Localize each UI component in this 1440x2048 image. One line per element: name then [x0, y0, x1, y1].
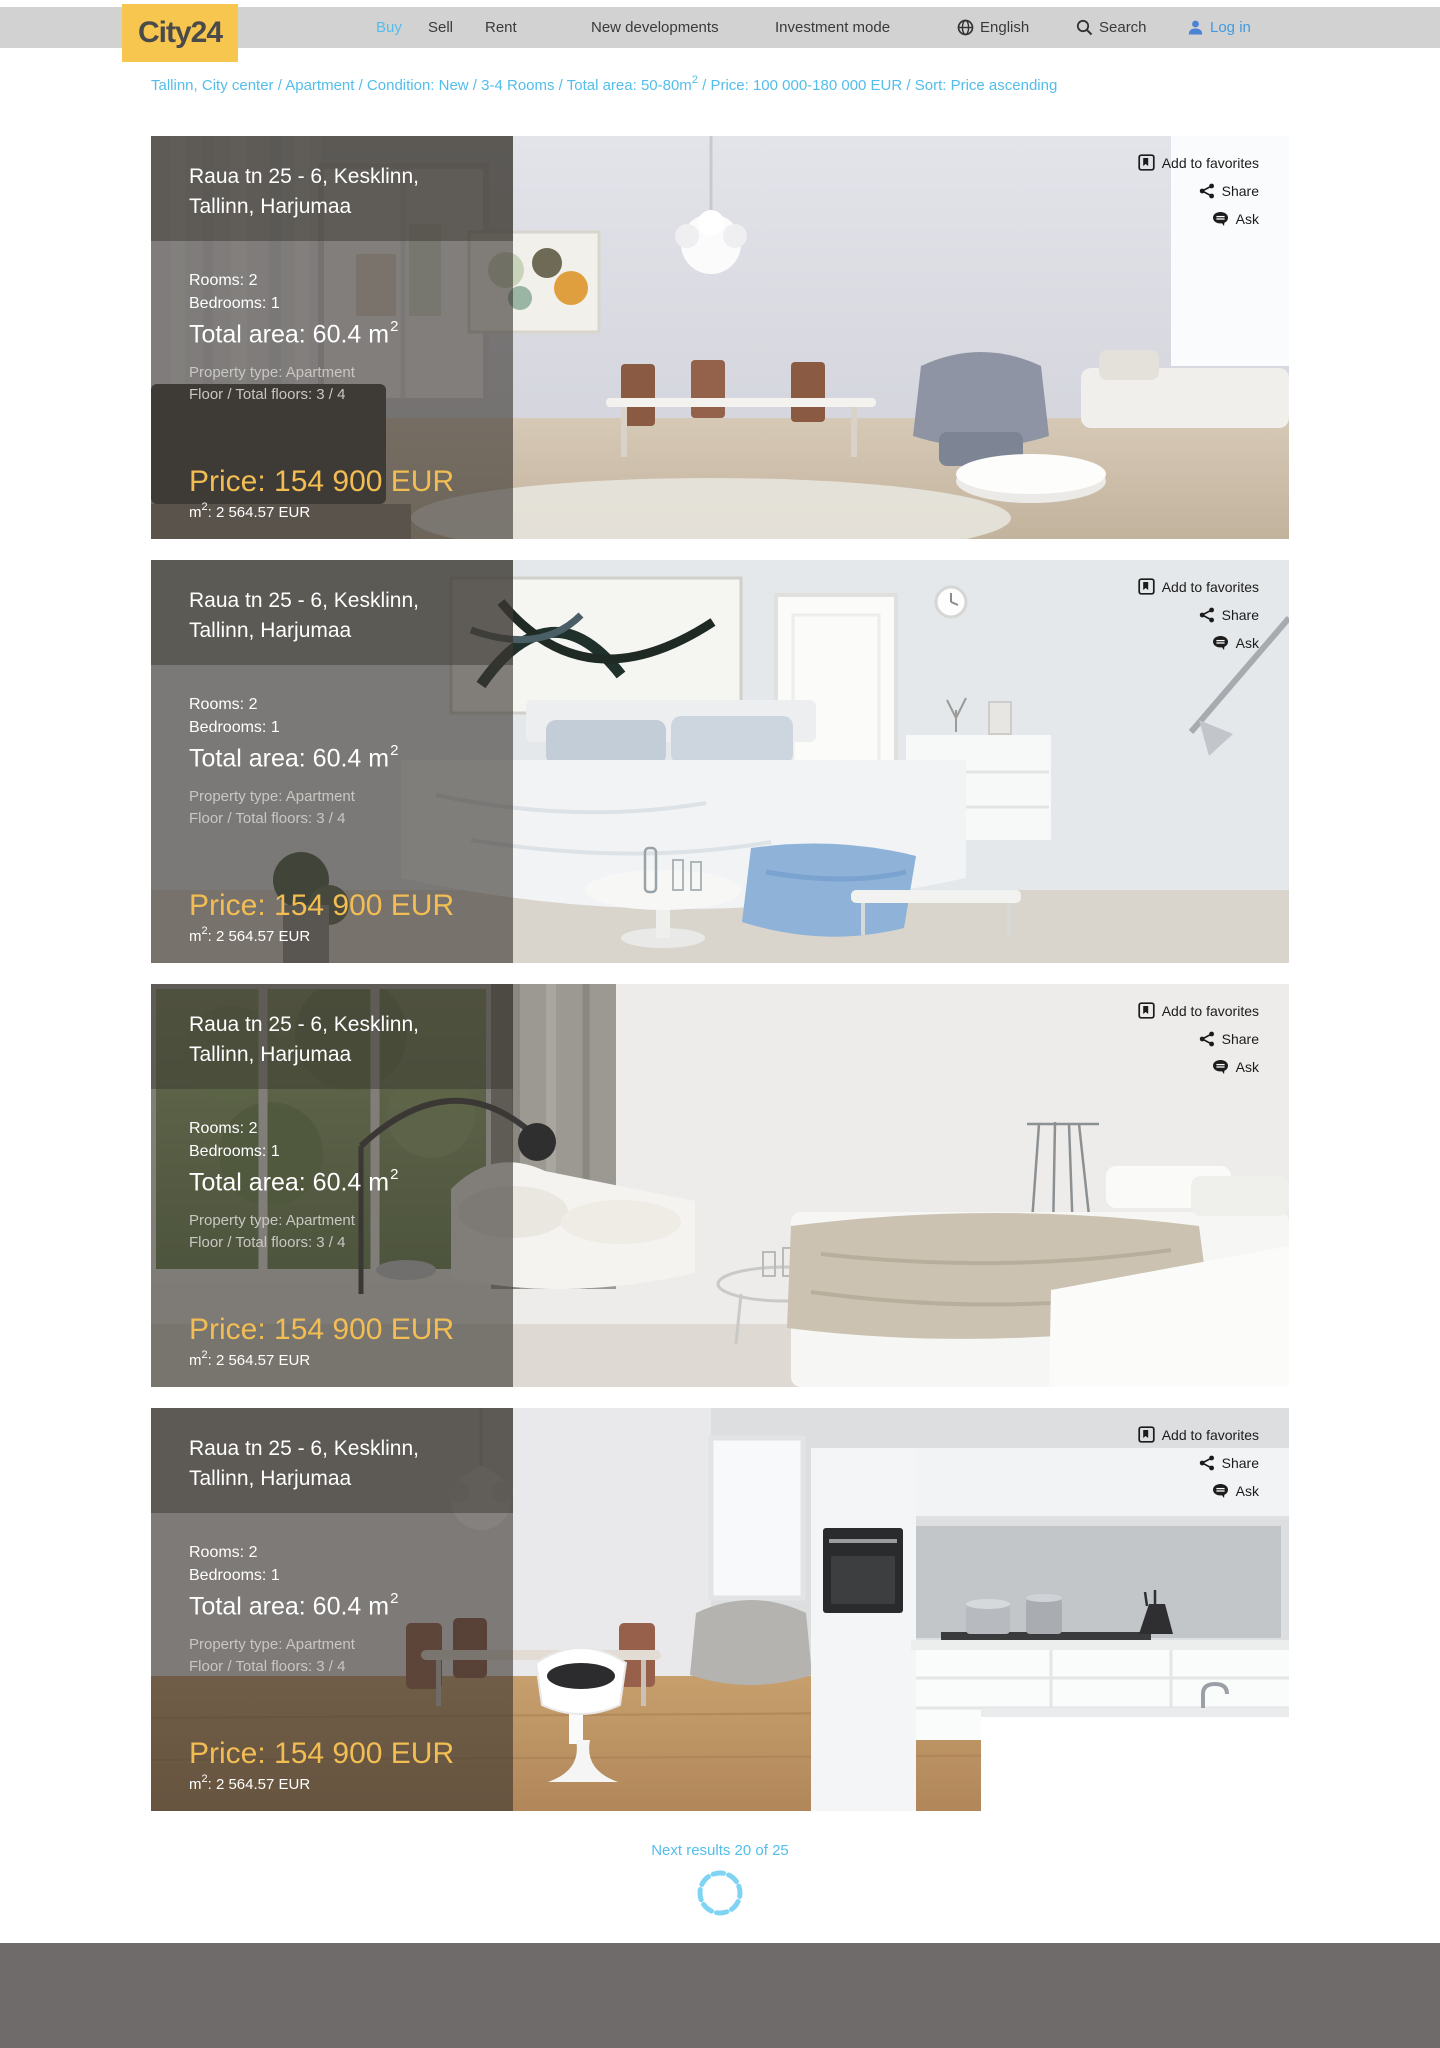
- listing-address: Raua tn 25 - 6, Kesklinn, Tallinn, Harjumaa: [151, 984, 513, 1089]
- share-button[interactable]: [1199, 1455, 1259, 1471]
- listing-results: [151, 136, 1289, 1811]
- listing-info-overlay: [151, 984, 513, 1387]
- listing-address: Raua tn 25 - 6, Kesklinn, Tallinn, Harjumaa: [151, 1408, 513, 1513]
- ask-button[interactable]: [1212, 1059, 1259, 1075]
- bedrooms-count: Bedrooms: 1: [189, 719, 280, 736]
- add-to-favorites-label: Add to favorites: [1161, 1426, 1259, 1443]
- price: Price: 154 900 EUR: [189, 889, 455, 922]
- share-label: Share: [1221, 607, 1259, 623]
- nav-item-buy[interactable]: Buy: [376, 19, 402, 36]
- language-label: English: [980, 19, 1030, 36]
- ask-label: Ask: [1235, 1483, 1259, 1499]
- listing-info-overlay: [151, 1408, 513, 1811]
- nav-item-rent[interactable]: Rent: [485, 19, 517, 36]
- share-nodes-icon: [1199, 183, 1215, 199]
- ask-label: Ask: [1235, 635, 1259, 651]
- listing-info-overlay: [151, 136, 513, 539]
- listing-actions: [1138, 578, 1259, 651]
- share-button[interactable]: [1199, 1031, 1259, 1047]
- listing-address: Raua tn 25 - 6, Kesklinn, Tallinn, Harjumaa: [151, 136, 513, 241]
- listing-actions: [1138, 154, 1259, 227]
- share-button[interactable]: [1199, 607, 1259, 623]
- property-type: Property type: Apartment: [189, 788, 355, 806]
- rooms-count: Rooms: 2: [189, 1120, 258, 1137]
- loading-spinner-icon: [696, 1869, 744, 1917]
- share-button[interactable]: [1199, 183, 1259, 199]
- price: Price: 154 900 EUR: [189, 465, 455, 498]
- speech-bubble-icon: [1212, 211, 1229, 227]
- ask-button[interactable]: [1212, 211, 1259, 227]
- ask-label: Ask: [1235, 1059, 1259, 1075]
- add-to-favorites-button[interactable]: [1138, 1426, 1259, 1443]
- price-per-sqm: $m^2$: 2 564.57 EUR: [189, 925, 311, 945]
- share-nodes-icon: [1199, 1455, 1215, 1471]
- globe-icon: [957, 19, 974, 36]
- floor-info: Floor / Total floors: 3 / 4: [189, 810, 346, 828]
- price-per-sqm: $m^2$: 2 564.57 EUR: [189, 501, 311, 521]
- property-type: Property type: Apartment: [189, 1212, 355, 1230]
- listing-card[interactable]: [151, 560, 1289, 963]
- property-type: Property type: Apartment: [189, 364, 355, 382]
- rooms-count: Rooms: 2: [189, 1544, 258, 1561]
- price: Price: 154 900 EUR: [189, 1313, 455, 1346]
- logo[interactable]: City24: [122, 4, 238, 62]
- add-to-favorites-label: Add to favorites: [1161, 154, 1259, 171]
- bookmark-square-icon: [1138, 154, 1155, 171]
- listing-card[interactable]: [151, 1408, 1289, 1811]
- language-selector[interactable]: [957, 7, 1029, 48]
- bookmark-square-icon: [1138, 1002, 1155, 1019]
- breadcrumb-filter-summary[interactable]: [151, 75, 1440, 94]
- bedrooms-count: Bedrooms: 1: [189, 1567, 280, 1584]
- nav-item-new-developments[interactable]: New developments: [591, 19, 719, 36]
- breadcrumb-text-2: / Price: 100 000-180 000 EUR / Sort: Price ascending: [697, 77, 1058, 94]
- add-to-favorites-label: Add to favorites: [1161, 578, 1259, 595]
- pagination-block: [0, 1842, 1440, 1917]
- magnifier-icon: [1076, 19, 1093, 36]
- rooms-count: Rooms: 2: [189, 272, 258, 289]
- share-label: Share: [1221, 1455, 1259, 1471]
- floor-info: Floor / Total floors: 3 / 4: [189, 1658, 346, 1676]
- total-area: Total area: 60.4 $m^2$: [189, 318, 399, 349]
- share-nodes-icon: [1199, 1031, 1215, 1047]
- navbar-background: [0, 7, 1440, 48]
- total-area: Total area: 60.4 $m^2$: [189, 742, 399, 773]
- total-area: Total area: 60.4 $m^2$: [189, 1166, 399, 1197]
- next-results-link[interactable]: Next results 20 of 25: [651, 1842, 789, 1859]
- person-icon: [1187, 19, 1204, 36]
- add-to-favorites-button[interactable]: [1138, 578, 1259, 595]
- bedrooms-count: Bedrooms: 1: [189, 1143, 280, 1160]
- floor-info: Floor / Total floors: 3 / 4: [189, 1234, 346, 1252]
- price: Price: 154 900 EUR: [189, 1737, 455, 1770]
- search-label: Search: [1099, 19, 1147, 36]
- speech-bubble-icon: [1212, 1483, 1229, 1499]
- bedrooms-count: Bedrooms: 1: [189, 295, 280, 312]
- listing-card[interactable]: [151, 984, 1289, 1387]
- listing-card[interactable]: [151, 136, 1289, 539]
- add-to-favorites-button[interactable]: [1138, 154, 1259, 171]
- share-label: Share: [1221, 183, 1259, 199]
- breadcrumb-sup: 2: [691, 74, 698, 86]
- total-area: Total area: 60.4 $m^2$: [189, 1590, 399, 1621]
- price-per-sqm: $m^2$: 2 564.57 EUR: [189, 1773, 311, 1793]
- bookmark-square-icon: [1138, 578, 1155, 595]
- share-label: Share: [1221, 1031, 1259, 1047]
- add-to-favorites-button[interactable]: [1138, 1002, 1259, 1019]
- search-control[interactable]: [1076, 7, 1147, 48]
- ask-label: Ask: [1235, 211, 1259, 227]
- listing-actions: [1138, 1426, 1259, 1499]
- login-control[interactable]: [1187, 7, 1251, 48]
- speech-bubble-icon: [1212, 1059, 1229, 1075]
- breadcrumb-text: Tallinn, City center / Apartment / Condition: New / 3-4 Rooms / Total area: 50-80m: [151, 77, 692, 94]
- floor-info: Floor / Total floors: 3 / 4: [189, 386, 346, 404]
- price-per-sqm: $m^2$: 2 564.57 EUR: [189, 1349, 311, 1369]
- listing-info-overlay: [151, 560, 513, 963]
- share-nodes-icon: [1199, 607, 1215, 623]
- property-type: Property type: Apartment: [189, 1636, 355, 1654]
- ask-button[interactable]: [1212, 635, 1259, 651]
- listing-address: Raua tn 25 - 6, Kesklinn, Tallinn, Harjumaa: [151, 560, 513, 665]
- nav-item-investment-mode[interactable]: Investment mode: [775, 19, 891, 36]
- speech-bubble-icon: [1212, 635, 1229, 651]
- ask-button[interactable]: [1212, 1483, 1259, 1499]
- rooms-count: Rooms: 2: [189, 696, 258, 713]
- top-navbar: [0, 0, 1440, 48]
- nav-item-sell[interactable]: Sell: [428, 19, 454, 36]
- page-footer: [0, 1943, 1440, 2048]
- bookmark-square-icon: [1138, 1426, 1155, 1443]
- login-label: Log in: [1210, 19, 1251, 36]
- listing-actions: [1138, 1002, 1259, 1075]
- add-to-favorites-label: Add to favorites: [1161, 1002, 1259, 1019]
